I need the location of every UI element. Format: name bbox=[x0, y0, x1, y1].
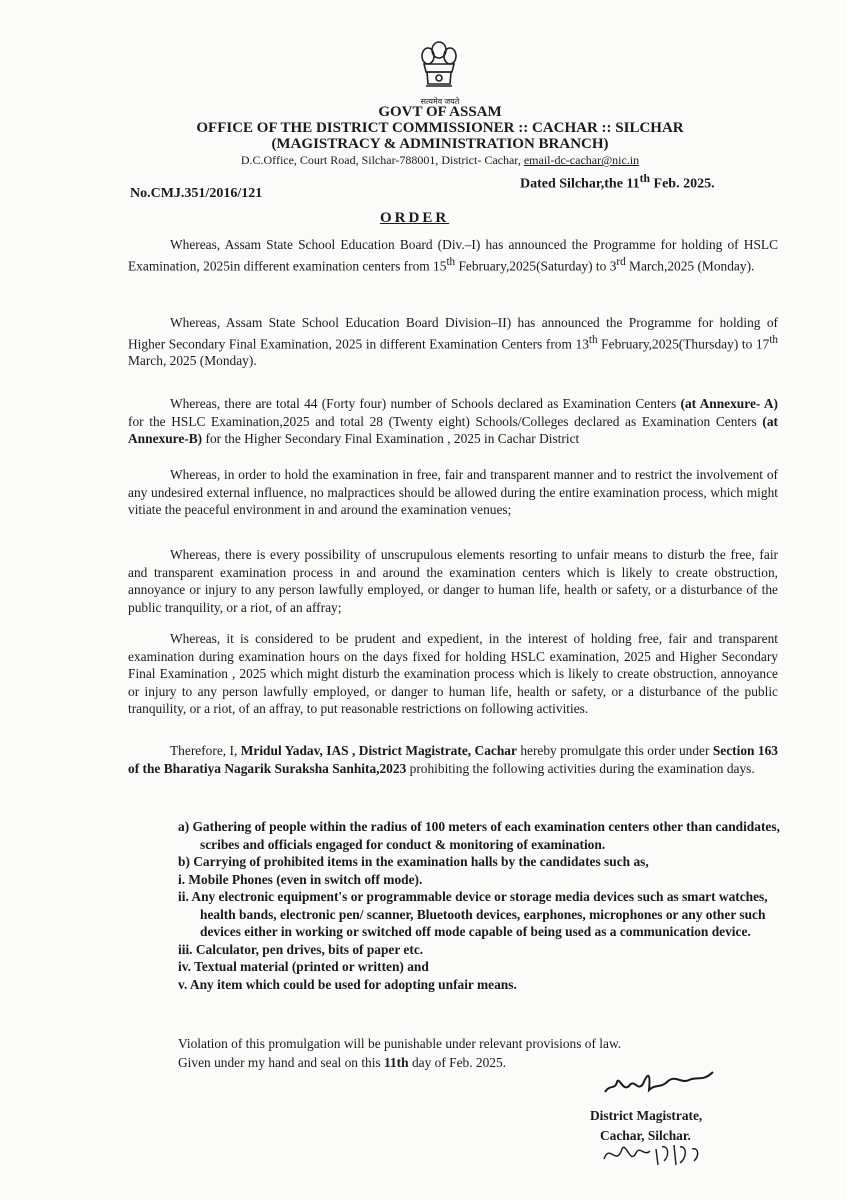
signatory-title: District Magistrate, bbox=[590, 1108, 703, 1123]
signature-icon bbox=[585, 1062, 735, 1102]
header-branch: (MAGISTRACY & ADMINISTRATION BRANCH) bbox=[271, 136, 609, 152]
paragraph-1: Whereas, Assam State School Education Board (Div.–I) has announced the Programme for holding of HSLC Examination, 2025in different examination centers from 15th February,2025(Saturday) to 3rd March,2025 (Monday). bbox=[128, 237, 778, 273]
list-item: v. Any item which could be used for adopting unfair means. bbox=[178, 976, 517, 992]
header-govt: GOVT OF ASSAM bbox=[378, 104, 502, 120]
order-date: Dated Silchar,the 11th Feb. 2025. bbox=[520, 172, 715, 192]
page-title: ORDER bbox=[380, 210, 450, 226]
reference-number: No.CMJ.351/2016/121 bbox=[130, 186, 263, 201]
list-item: iv. Textual material (printed or written) and bbox=[178, 959, 429, 974]
signatory-place: Cachar, Silchar. bbox=[600, 1128, 691, 1143]
email-link[interactable]: email-dc-cachar@nic.in bbox=[523, 153, 640, 167]
paragraph-6: Whereas, it is considered to be prudent and expedient, in the interest of holding free, fair and transparent examination during examination hours on the days fixed for holding HSLC examination, 2025 and Higher Secondary Final Examination , 2025 which might disturb the examination process which is likely to create obstruction, annoyance or injury to any person lawfully employed, or danger to human life, health or safety, or a disturbance of the public tranquility, or a riot, of an affray, to put reasonable restrictions on following activities. bbox=[128, 631, 778, 716]
prohibition-list bbox=[178, 818, 788, 993]
list-item: ii. Any electronic equipment's or programmable device or storage media devices such as smart watches, health bands, electronic pen/ scanner, Bluetooth devices, earphones, microphones or any other such devices either in working or switched off mode capable of being used as a communication device. bbox=[178, 889, 768, 939]
closing-line: Given under my hand and seal on this 11th day of Feb. 2025. bbox=[178, 1055, 507, 1070]
emblem-caption: सत्यमेव जयते bbox=[420, 97, 460, 106]
header-address bbox=[160, 153, 720, 168]
list-item: a) Gathering of people within the radius of 100 meters of each examination centers other than candidates, scribes and officials engaged for conduct & monitoring of examination. bbox=[178, 819, 780, 852]
list-item: b) Carrying of prohibited items in the examination halls by the candidates such as, bbox=[178, 854, 649, 869]
list-item: iii. Calculator, pen drives, bits of paper etc. bbox=[178, 941, 424, 957]
address-text: D.C.Office, Court Road, Silchar-788001, District- Cachar, bbox=[240, 153, 524, 167]
header-office: OFFICE OF THE DISTRICT COMMISSIONER :: CACHAR :: SILCHAR bbox=[196, 120, 684, 136]
paragraph-4: Whereas, in order to hold the examination in free, fair and transparent manner and to restrict the involvement of any undesired external influence, no malpractices should be allowed during the entire examination process, which might vitiate the peaceful environment in and around the examination venues; bbox=[128, 467, 778, 517]
list-item: i. Mobile Phones (even in switch off mode). bbox=[178, 871, 423, 887]
paragraph-7: Therefore, I, Mridul Yadav, IAS , District Magistrate, Cachar hereby promulgate this order under Section 163 of the Bharatiya Nagarik Suraksha Sanhita,2023 prohibiting the following activities during the examination days. bbox=[128, 743, 778, 776]
paragraph-5: Whereas, there is every possibility of unscrupulous elements resorting to unfair means to disturb the free, fair and transparent examination process in and around the examination centers which is likely to create obstruction, annoyance or injury to any person lawfully employed, or danger to human life, health or safety, or a disturbance of the public tranquility, or a riot, of an affray; bbox=[128, 547, 778, 615]
closing-line: Violation of this promulgation will be punishable under relevant provisions of law. bbox=[178, 1036, 622, 1051]
paragraph-2: Whereas, Assam State School Education Board Division–II) has announced the Programme for holding of Higher Secondary Final Examination, 2025 in different Examination Centers from 13th February,2025(Thursday) to 17th March, 2025 (Monday). bbox=[128, 315, 778, 369]
paragraph-3: Whereas, there are total 44 (Forty four) number of Schools declared as Examination Centers (at Annexure- A) for the HSLC Examination,2025 and total 28 (Twenty eight) Schools/Colleges declared as Examination Centers (at Annexure-B) for the Higher Secondary Final Examination , 2025 in Cachar District bbox=[128, 396, 778, 446]
initials-signature-icon bbox=[600, 1135, 710, 1171]
